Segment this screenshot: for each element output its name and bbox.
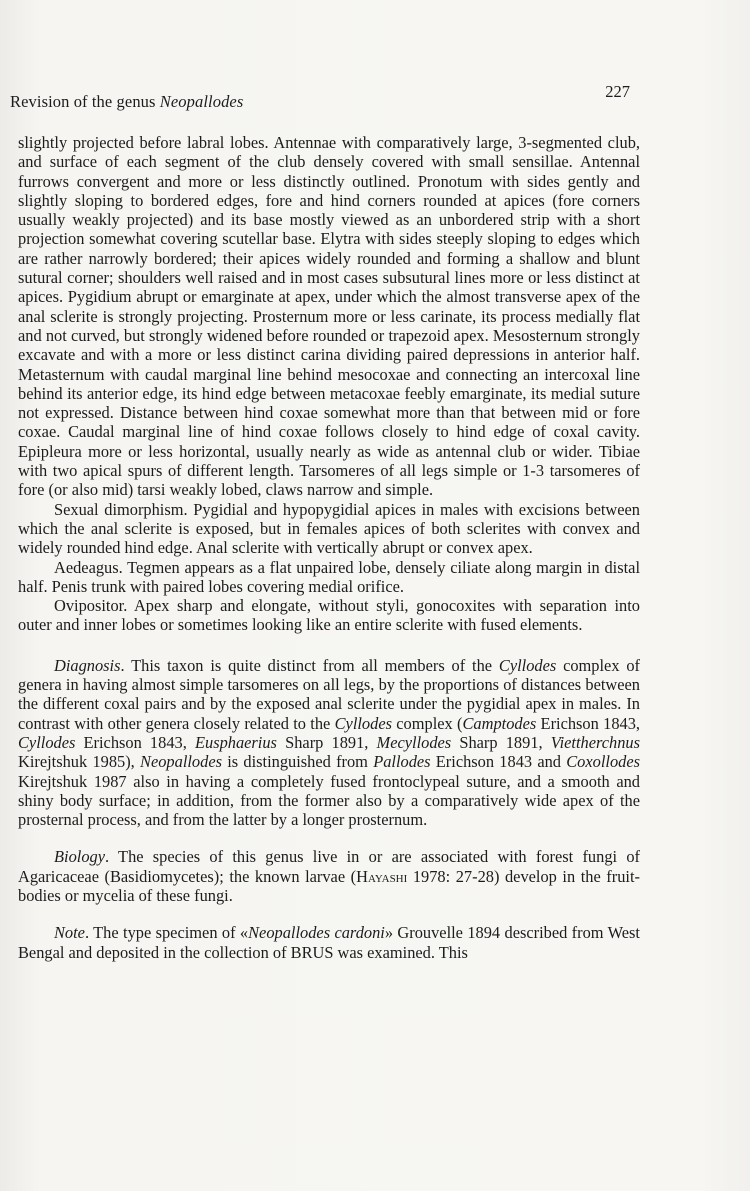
species-name: Neopallodes cardoni: [248, 923, 385, 943]
ovipositor-paragraph: Ovipositor. Apex sharp and elongate, without styli, gonocoxites with separation into outer and inner lobes or sometimes looking like an entire sclerite with fused elements.: [18, 596, 640, 635]
description-paragraph: slightly projected before labral lobes. Antennae with comparatively large, 3-segmented club, and surface of each segment of the club densely covered with small sensillae. Antennal furrows convergent and more or less distinctly outlined. Pronotum with sides gently and slightly sloping to bordered edges, fore and hind corners rounded at apices (fore corners usually weakly projected) and its base mostly viewed as an unbordered strip with a short projection somewhat covering scutellar base. Elytra with sides steeply sloping to edges which are rather narrowly bordered; their apices widely rounded and forming a shallow and blunt sutural corner; shoulders well raised and in most cases subsutural lines more or less distinct at apices. Pygidium abrupt or emarginate at apex, under which the almost transverse apex of the anal sclerite is strongly projecting. Prosternum more or less carinate, its process medially flat and not curved, but strongly widened before rounded or trapezoid apex. Mesosternum strongly excavate and with a more or less distinct carina dividing paired depressions in anterior half. Metasternum with caudal marginal line behind mesocoxae and connecting an intercoxal line behind its anterior edge, its hind edge between metacoxae feebly emarginate, its medial suture not expressed. Distance between hind coxae somewhat more than that between mid or fore coxae. Caudal marginal line of hind coxae follows closely to hind edge of coxal cavity. Epipleura more or less horizontal, usually nearly as wide as antennal club or wider. Tibiae with two apical spurs of different length. Tarsomeres of all legs simple or 1-3 tarsomeres of fore (or also mid) tarsi weakly lobed, claws narrow and simple.: [18, 133, 640, 500]
aedeagus-paragraph: Aedeagus. Tegmen appears as a flat unpaired lobe, densely ciliate along margin in distal half. Penis trunk with paired lobes covering medial orifice.: [18, 557, 640, 596]
biology-heading: Biology: [54, 847, 105, 867]
genus-name: Neopallodes: [159, 92, 244, 111]
body-text: [18, 133, 640, 962]
note-paragraph: Note. The type specimen of «Neopallodes cardoni» Grouvelle 1894 described from West Bengal and deposited in the collection of BRUS was examined. This: [18, 923, 640, 962]
page-number: 227: [605, 82, 630, 101]
author-name: Hayashi: [356, 866, 408, 886]
running-head: [10, 82, 630, 111]
sexual-dimorphism-paragraph: Sexual dimorphism. Pygidial and hypopygidial apices in males with excisions between which the anal sclerite is exposed, but in females apices of both sclerites with convex and widely rounded hind edge. Anal sclerite with vertically abrupt or convex apex.: [18, 499, 640, 558]
diagnosis-paragraph: Diagnosis. This taxon is quite distinct from all members of the Cyllodes complex of genera in having almost simple tarsomeres on all legs, by the proportions of distances between the different coxal pairs and by the exposed anal sclerite under the pygidial apex in males. In contrast with other genera closely related to the Cyllodes complex (Camptodes Erichson 1843, Cyllodes Erichson 1843, Eusphaerius Sharp 1891, Mecyllodes Sharp 1891, Viettherchnus Kirejtshuk 1985), Neopallodes is distinguished from Pallodes Erichson 1843 and Coxollodes Kirejtshuk 1987 also in having a completely fused frontoclypeal suture, and a smooth and shiny body surface; in addition, from the former also by a comparatively wide apex of the prosternal process, and from the latter by a longer prosternum.: [18, 655, 641, 830]
note-heading: Note: [54, 923, 85, 943]
diagnosis-heading: Diagnosis: [54, 655, 121, 675]
biology-paragraph: Biology. The species of this genus live in or are associated with forest fungi of Agaricaceae (Basidiomycetes); the known larvae (Hayashi 1978: 27-28) develop in the fruit-bodies or mycelia of these fungi.: [18, 847, 640, 905]
running-title: Revision of the genus Neopallodes: [10, 92, 244, 111]
